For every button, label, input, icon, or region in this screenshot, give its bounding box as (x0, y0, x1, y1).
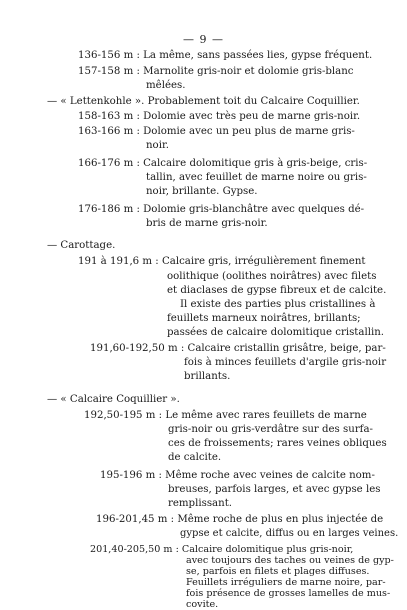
section-heading: — Carottage. (47, 240, 116, 251)
text-line: mêlées. (146, 80, 186, 91)
text-line: 195-196 m : Même roche avec veines de calcite nom- (100, 470, 375, 481)
text-line: 201,40-205,50 m : Calcaire dolomitique plus gris-noir, (90, 544, 354, 555)
section-heading: — « Lettenkohle ». Probablement toit du Calcaire Coquillier. (47, 96, 360, 107)
text-line: gypse et calcite, diffus ou en larges veines. (180, 528, 399, 539)
text-line: fois présence de grosses lamelles de mus- (186, 588, 391, 599)
text-line: 166-176 m : Calcaire dolomitique gris à gris-beige, cris- (78, 158, 368, 169)
text-line: et diaclases de gypse fibreux et de calcite. (167, 285, 387, 296)
section-heading: — « Calcaire Coquillier ». (47, 394, 180, 405)
text-line: 163-166 m : Dolomie avec un peu plus de marne gris- (78, 126, 355, 137)
text-line: avec toujours des taches ou veines de gyp- (186, 555, 394, 566)
text-line: bris de marne gris-noir. (146, 218, 268, 229)
text-line: Il existe des parties plus cristallines à (180, 299, 376, 310)
text-line: noir. (146, 140, 169, 151)
text-line: se, parfois en filets et plages diffuses. (186, 566, 370, 577)
text-line: 196-201,45 m : Même roche de plus en plus injectée de (96, 514, 384, 525)
text-line: breuses, parfois larges, et avec gypse les (168, 484, 381, 495)
text-line: oolithique (oolithes noirâtres) avec filets (167, 271, 377, 282)
text-line: brillants. (184, 371, 231, 382)
text-line: tallin, avec feuillet de marne noire ou gris- (146, 172, 367, 183)
text-line: remplissant. (168, 498, 233, 509)
text-line: fois à minces feuillets d'argile gris-noir (184, 357, 387, 368)
text-line: 158-163 m : Dolomie avec très peu de marne gris-noir. (78, 111, 361, 122)
text-line: 192,50-195 m : Le même avec rares feuillets de marne (84, 410, 367, 421)
text-line: 136-156 m : La même, sans passées lies, gypse fréquent. (78, 50, 373, 61)
text-line: passées de calcaire dolomitique cristallin. (167, 327, 385, 338)
text-line: Feuillets irréguliers de marne noire, par- (186, 577, 386, 588)
text-line: de calcite. (168, 452, 222, 463)
text-line: noir, brillante. Gypse. (146, 186, 258, 197)
text-line: 157-158 m : Marnolite gris-noir et dolomie gris-blanc (78, 66, 354, 77)
text-line: ces de froissements; rares veines obliques (168, 438, 387, 449)
text-line: feuillets marneux noirâtres, brillants; (167, 313, 361, 324)
text-line: 176-186 m : Dolomie gris-blanchâtre avec quelques dé- (78, 204, 365, 215)
text-line: gris-noir ou gris-verdâtre sur des surfa- (168, 424, 373, 435)
text-line: 191 à 191,6 m : Calcaire gris, irrégulièrement finement (78, 256, 366, 267)
page-number: — 9 — (183, 33, 224, 46)
text-line: covite. (186, 599, 219, 610)
text-line: 191,60-192,50 m : Calcaire cristallin grisâtre, beige, par- (90, 343, 386, 354)
